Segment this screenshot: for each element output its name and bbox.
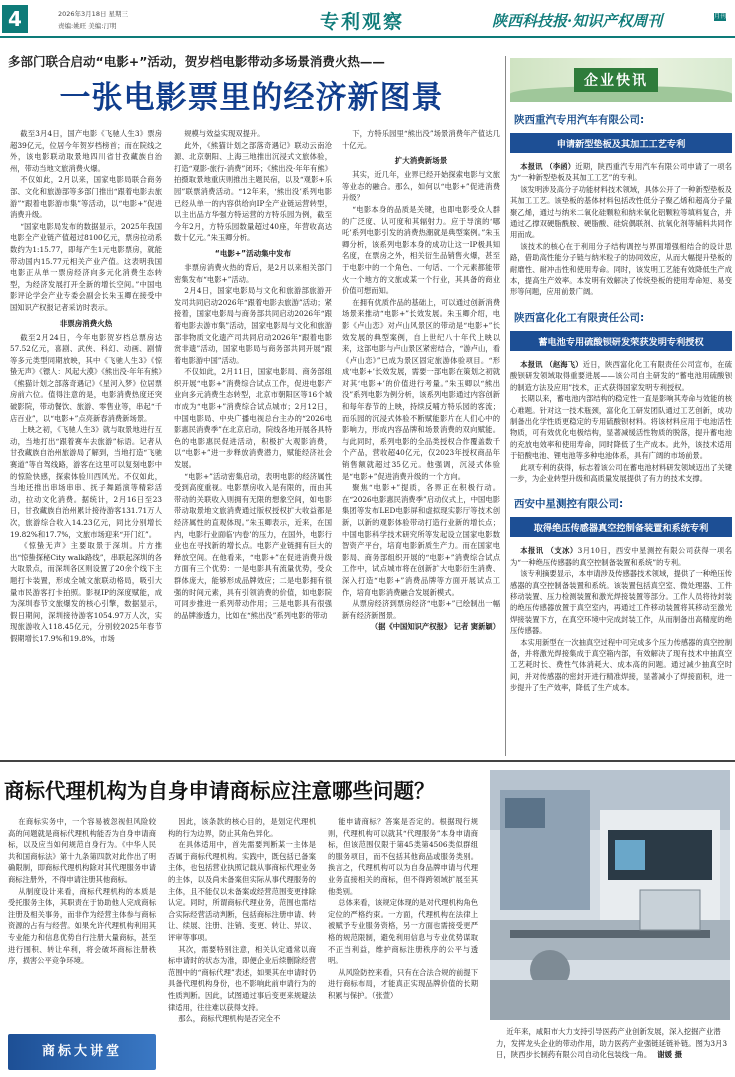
photo-caption (496, 1026, 728, 1061)
paragraph: 能申请商标？答案是否定的。根据现行规则，代理机构可以就其“代理服务”本身申请商标，但该范围仅限于第45类第4506类似群组的服务项目，而不包括其他商品或服务类别。换言之，代理机构可以为自身品牌申请与代理业务直接相关的商标，但不得跨领域扩展至其他类别。 (328, 817, 478, 896)
headline: 一张电影票里的经济新图景 (59, 80, 444, 116)
paragraph: 其次，需要特别注意，相关认定通常以商标申请时的状态为准，即便企业后续删除经营范围中的“商标代理”表述，如果其在申请时仍具备代理机构身份，也不影响此前申请行为的性质判断。因此，试图通过事后变更来规避法律适用，往往难以获得支持。 (168, 944, 316, 1012)
factory-photo (490, 770, 730, 1020)
paragraph: 因此，该条款的核心目的，是划定代理机构的行为边界，防止其角色异化。 (168, 817, 316, 838)
paragraph: 截至3月4日，国产电影《飞驰人生3》票房超39亿元，位居今年贺岁档榜首；而在院线之外，该电影联动取景地四川省甘孜藏族自治州，带动当地文旅消费火爆。 (10, 129, 162, 173)
news-flash-title: 企业快讯 (574, 68, 658, 92)
paragraph: 不仅如此，2月11日，国家电影局、商务部组织开展“电影+”消费综合试点工作，促进电影产业向多元消费生态转型，北京市朝阳区等16个城市成为“电影+”消费综合试点城市；2月12日，中国电影局、中央广播电视总台主办的“2026电影惠民消费季”在北京启动，院线各地开展各具特色的电影惠民促进活动，积极扩大观影消费，以“电影+”进一步释放消费潜力，赋能经济社会发展。 (174, 367, 332, 470)
news-body: 近期，陕西重汽专用汽车有限公司申请了一项名为“一种新型垫板及其加工工艺”的专利。 (510, 162, 732, 183)
paragraph: 下，方特乐园里“熊出没”场景消费年产值达几十亿元。 (342, 129, 500, 150)
byline: 本报讯 （支冰） (520, 546, 578, 556)
date-line: 2026年3月18日 星期三 (58, 10, 129, 18)
trademark-col-2 (168, 816, 316, 1071)
article-col-2 (174, 128, 332, 748)
header-rule (0, 36, 735, 38)
news-item-1 (510, 112, 732, 298)
paragraph: 不仅如此，2月以来，国家电影局联合商务部、文化和旅游部等多部门推出“跟着电影去旅游”“跟着电影游市集”等活动，以“电影+”促进消费升级。 (10, 175, 162, 220)
paragraph: “国家电影局发布的数据显示，2025年我国电影全产业链产值超过8100亿元，票房拉动系数约为1:15.77，即每产生1元电影票房，就能带动国内15.77元相关产业产值。这表明我国电影正从单一票房经济向多元化消费生态转型，为经济发展打开全新的增长空间。”中国电影评论学会产业专委会副会长朱玉卿在接受中国知识产权报记者采访时表示。 (10, 221, 162, 312)
packaging-line-illustration (490, 770, 730, 1020)
paragraph: 从风险防控来看，只有在合法合规的前提下进行商标布局，才能真正实现品牌价值的长期积累与保护。（张萱） (328, 967, 478, 1000)
source-credit: （据《中国知识产权报》 记者 窦新颖） (370, 622, 500, 632)
main-story (0, 40, 503, 752)
article-col-3 (342, 128, 500, 748)
paragraph: 非票房消费火热的背后，是2月以来相关部门密集发布“电影+”活动。 (174, 262, 332, 284)
photo-credit: 谢媛 摄 (657, 1050, 682, 1059)
paragraph: 此外，《熊猫计划之部落奇遇记》联动云南沧源、北京朝阳、上海三地推出沉浸式文旅体验，打造“观影-旅行-消费”闭环；《熊出没·年年有熊》拍摄取景地重庆则推出主题民宿，以及“观影+乐园”联票消费活动。“12年来，‘熊出没’系列电影已经从单一的内容供给向IP全产业链运营转型，以主出品方华强方特运营的方特乐园为例，截至今年2月，方特乐园数量超过40座，年营收高达数十亿元。”朱玉卿分析。 (174, 140, 332, 243)
company-name: 西安中星测控有限公司: (514, 498, 624, 511)
bottom-rule (0, 760, 735, 762)
paragraph: 规模与效益实现双提升。 (184, 129, 265, 138)
paragraph: 在拥有优质作品的基础上，可以通过创新消费场景来推动“电影+”长效发展。朱玉卿介绍，电影《卢山恋》对卢山风景区的带动是“电影+”长效发展的典型案例，自上世纪八十年代上映以来，这部电影与卢山景区紧密结合，“游卢山，看《卢山恋》”已成为景区固定旅游体验项目。“形成‘电影+’长效发展，需要一部电影在策划之初就对其‘电影+’的价值进行考量。”朱玉卿以“熊出没”系列电影为例分析，该系列电影通过内容创新和每年春节的上映，持续反哺方特乐园的客流；而乐园的沉浸式体验不断赋能影片在人们心中的影响力，形成内容品牌和场景消费的双向赋能。与此同时，系列电影的全品类授权合作覆盖数千个产品，营收超40亿元，仅2023年授权商品年销售额就超过35亿元。他强调，沉浸式体验是“电影+”促进消费升级的一个方向。 (342, 297, 500, 481)
paper-name: 陕西科技报·知识产权周刊 (492, 12, 663, 30)
column-label-text: 商标大讲堂 (41, 1044, 122, 1059)
byline: 本报讯 （李函） (520, 162, 576, 171)
header-bar (0, 0, 735, 40)
news-headline: 申请新型垫板及其加工工艺专利 (510, 133, 732, 153)
paragraph: 那么，商标代理机构是否完全不 (178, 1014, 281, 1024)
paragraph: 在具体适用中，首先需要判断某一主体是否属于商标代理机构。实践中，既包括已备案主体，也包括营业执照记载从事商标代理业务的主体，以及尚未备案但实际从事代理服务的主体，且不能仅以未备案或经营范围变更排除认定。同时，所谓商标代理业务，范围也需结合实际经营活动判断，包括商标注册申请、转让、续展、注册、注销、变更、转让、异议、评审等事项。 (168, 840, 316, 942)
paragraph: 上映之初，《飞驰人生3》就与取景地进行互动，当地打出“跟着赛车去旅游”标语。记者从甘孜藏族自治州旅游局了解到，当地打造“飞驰赛道”等自驾线路，游客在这里可以复刻电影中的惊险快感，探索体验川西风光。不仅如此，当地还推出串场串串、抚子舞蹈演等精彩活动，拉动文化消费。据统计，2月16日至23日，甘孜藏族自治州累计接待游客131.71万人次，旅游综合收入14.23亿元，同比分别增长19.82%和17.7%，文旅市场迎来“开门红”。 (10, 425, 162, 539)
paragraph: 《惊蛰无声》主要取景于深圳。片方推出“惊蛰探秘City walk路线”，串联起深圳的各大取景点，而深圳各区则设置了20余个线下主题打卡装置，形成全城文旅联动格局，吸引大量市民游客打卡拍照。影视IP的深度赋能，成为深圳春节文旅爆发的核心引擎，数据显示，假日期间，深圳接待游客1054.97万人次，实现旅游收入118.45亿元，分别较2025年春节假期增长17.9%和19.8%，市场 (10, 541, 162, 643)
trademark-col-1 (8, 816, 156, 1032)
news-item-3 (510, 496, 732, 693)
right-column (510, 58, 732, 758)
company-name: 陕西重汽专用汽车有限公司: (514, 114, 645, 126)
paragraph: 聚焦“电影+”提质，各界正在积极行动。在“2026电影惠民消费季”启动仪式上，中国电影集团等发布LED电影屏和虚拟现实影厅等技术创新，以新的观影体验带动打造行业新的增长点；中国电影科学技术研究所等发起设立国家电影数智资产平台，培育电影新质生产力。而在国家电影局、商务部组织开展的“电影+”消费综合试点工作中，试点城市将在创新扩大电影衍生消费、深入打造“电影+”消费品牌等方面开展试点工作，培育电影消费融合发展新模式。 (342, 483, 500, 597)
subheading: 扩大消费新场景 (394, 156, 448, 166)
paragraph: “电影本身的品质是关键，也即电影受众人群的广泛度、认可度和其辐射力。应于导演的‘哪吒’系列电影引发的消费热潮就是典型案例。”朱玉卿分析，该系列电影本身的成功让这一IP极具知名度，在票房之外，相关衍生品销售火爆，甚至于电影中的一个角色、一句话、一个元素都能带火一个地方的文旅或某一个行业，其具备的商业价值可想而知。 (342, 204, 500, 296)
news-body: 3月10日，西安中星测控有限公司获得一项名为“一种绝压传感器的真空控制备装置和系统”的专利。 (510, 546, 732, 567)
paragraph: “电影+”活动密集启动，表明电影的经济属性受到高度重视。电影票房收入是有限的，而由其带动的关联收入则拥有无限的想象空间，如电影带动取景地文旅消费通过版权授权扩大收益都是经济属性的直观体现。”朱玉卿表示，近来，在国内，电影行业面临‘内卷’的压力，在国外，电影行业也在寻找新的增长点。电影产业链拥有巨大的释放空间。在他看来，“电影+”在促进消费升级方面有三个优势：一是电影具有流量优势，受众群体庞大，能够形成品牌效应；二是电影拥有很强的时间元素，具有引领消费的价值，如电影院可同步推进一系列带动作用；三是电影具有很强的品牌渗透力，比如在“熊出没”系列电影的带动 (174, 471, 332, 620)
byline: 本报讯 （赵海飞） (520, 359, 583, 369)
news-headline: 取得绝压传感器真空控制备装置和系统专利 (510, 517, 732, 537)
paragraph: 2月4日，国家电影局与文化和旅游部旅游开发司共同启动2026年“跟着电影去旅游”活动；紧接着，国家电影局与商务部共同启动2026年“跟着电影去游市集”活动，国家电影局与文化和旅游部非物质文化遗产司共同启动2026年“跟着电影赏非遗”活动，国家电影局与商务部共同开展“跟着电影游中国”活动。 (174, 286, 332, 365)
vertical-divider (505, 56, 506, 756)
company-name: 陕西富化化工有限责任公司: (514, 311, 645, 324)
paragraph: 总体来看，该规定体现的是对代理机构角色定位的严格约束。一方面，代理机构在法律上被赋予专业服务资格，另一方面也需接受更严格的规范限制，避免利用信息与专业优势谋取不正当利益，维护商标注册秩序的公平与透明。 (328, 898, 478, 966)
section-title: 专利观察 (320, 11, 405, 33)
column-label (8, 1034, 156, 1070)
news-headline: 蓄电池专用硫酸钡研发荣获发明专利授权 (510, 331, 732, 351)
news-flash-banner (510, 58, 732, 102)
paragraph: 其实，近几年，业界已经开始探索电影与文旅等业态的融合。那么，如何以“电影+”促进消费升级？ (342, 170, 500, 203)
news-body: 该发明涉及高分子功能材料技术领域，具体公开了一种新型垫板及其加工工艺。该垫板的基体材料包括改性低分子聚乙烯和超高分子量聚乙烯，通过与纳米二氧化硅颗粒和纳米氧化铝颗粒等填料复合，并通过乙撑双硬脂酰胺、硬脂酸、硅烷偶联剂、抗氧化剂等辅料共同作用而成。 (510, 184, 732, 240)
paragraph: 在商标实务中，一个容易被忽视但风险较高的问题就是商标代理机构能否为自身申请商标，以及应当如何规范自身行为。《中华人民共和国商标法》第十九条第四款对此作出了明确限制，即商标代理机构除对其代理服务申请商标注册外，不得申请注册其他商标。 (8, 817, 156, 884)
kicker: 多部门联合启动“电影+”活动，贺岁档电影带动多场景消费火热—— (8, 54, 385, 69)
paragraph: 从票房经济到票房经济“电影+”已绘制出一幅新有经济新图景。 (342, 599, 500, 620)
news-body: 本实用新型在一次抽真空过程中可完成多个压力传感器的真空控制备，并将激光焊接集成于真空箱内部，有效解决了现有技术中抽真空工艺耗时长、费性气体消耗大、成本高的问题。通过减少抽真空时间，并对传感器的密封开进行精准焊接，显著减小了焊接面积，进一步提升了生产效率，降低了生产成本。 (510, 637, 732, 693)
news-body: 此项专利的获得，标志着该公司在蓄电池材料研发领域迈出了关键一步，为企业转型升级和高质量发展提供了有力的技术支撑。 (510, 462, 732, 483)
news-body: 近日，陕西富化化工有限责任公司宣布，在硫酸钡研发领域取得重要进展——该公司自主研发的“蓄电池用硫酸钡的制造方法及应用”技术，正式获得国家发明专利授权。 (510, 359, 732, 392)
trademark-headline: 商标代理机构为自身申请商标应注意哪些问题？ (4, 779, 435, 803)
news-body: 该专利摘要显示，本申请涉及传感器技术领域，提供了一种绝压传感器的真空控制备装置和系统。该装置包括真空室、微处理器、工件移动装置、压力检测装置和激光焊接装置等部分。工作人员将待封装的绝压传感器放置于真空室内，再通过工件移动装置将其移动至激光焊接装置下方，在真空环境中完成封装工作，从而制备出高精度的绝压传感器。 (510, 569, 732, 636)
paragraph: 截至2月24日，今年电影贺岁档总票房达57.52亿元，喜剧、武侠、科幻、动画、剧情等多元类型同期放映，其中《飞驰人生3》《惊蛰无声》《镖人：风起大漠》《熊出没·年年有熊》《熊猫计划之部落奇遇记》《星河入梦》位居票房前六位。值得注意的是，电影消费热度还突破影院，带动餐饮、旅游、零售业等，串起“千店百业”，以“电影+”点亮新春消费新场景。 (10, 332, 162, 423)
subheading: 非票房消费火热 (59, 318, 113, 328)
news-item-2 (510, 310, 732, 484)
monthly-badge: 月刊 (714, 13, 727, 20)
paragraph: 从制度设计来看，商标代理机构的本质是受托服务主体，其职责在于协助他人完成商标注册及相关事务，而非作为经营主体参与商标资源的占有与经营。如果允许代理机构利用其专业能力和信息优势自行注册大量商标，甚至进行囤积、转让牟利，将会破坏商标注册秩序，损害公平竞争环境。 (8, 886, 156, 966)
article-col-1 (10, 128, 162, 748)
news-body: 该技术的核心在于利用分子结构调控与界面增强相结合的设计思路，借助高性能分子链与纳米粒子的协同效应，从而大幅提升垫板的耐磨性、耐冲击性和使用寿命。同时，该发明工艺能有效降低生产成本，提高生产效率。本发明有效解决了传统垫板的使用寿命短、易变形等问题，应用前景广阔。 (510, 241, 732, 297)
editor-line: 责编:姚旺 美编:汀明 (58, 22, 117, 30)
news-body: 长期以来，蓄电池内部结构的稳定性一直是影响其寿命与效能的核心难题。针对这一技术瓶颈，富化化工研发团队通过工艺创新，成功制备出化学性质更稳定的专用硫酸钡材料。将该材料应用于电池活性物质，可有效优化电极结构，显著减缓活性物质的脱落，提升蓄电池的充放电效率和使用寿命，同时降低了生产成本。此外，该技术适用于铅酸电池、锂电池等多种电池体系，具有广阔的市场前景。 (510, 394, 732, 461)
caption-text: 近年来，咸阳市大力支持引导医药产业创新发展，深入挖掘产业潜力，发挥龙头企业的带动作用，助力医药产业强链延链补链。图为3月3日，陕西步长制药有限公司自动化包装线一角。 (496, 1027, 728, 1059)
page-number: 4 (2, 5, 28, 33)
trademark-article (0, 764, 735, 1077)
trademark-col-3 (328, 816, 478, 1071)
subheading: “电影+”活动集中发布 (214, 248, 292, 258)
